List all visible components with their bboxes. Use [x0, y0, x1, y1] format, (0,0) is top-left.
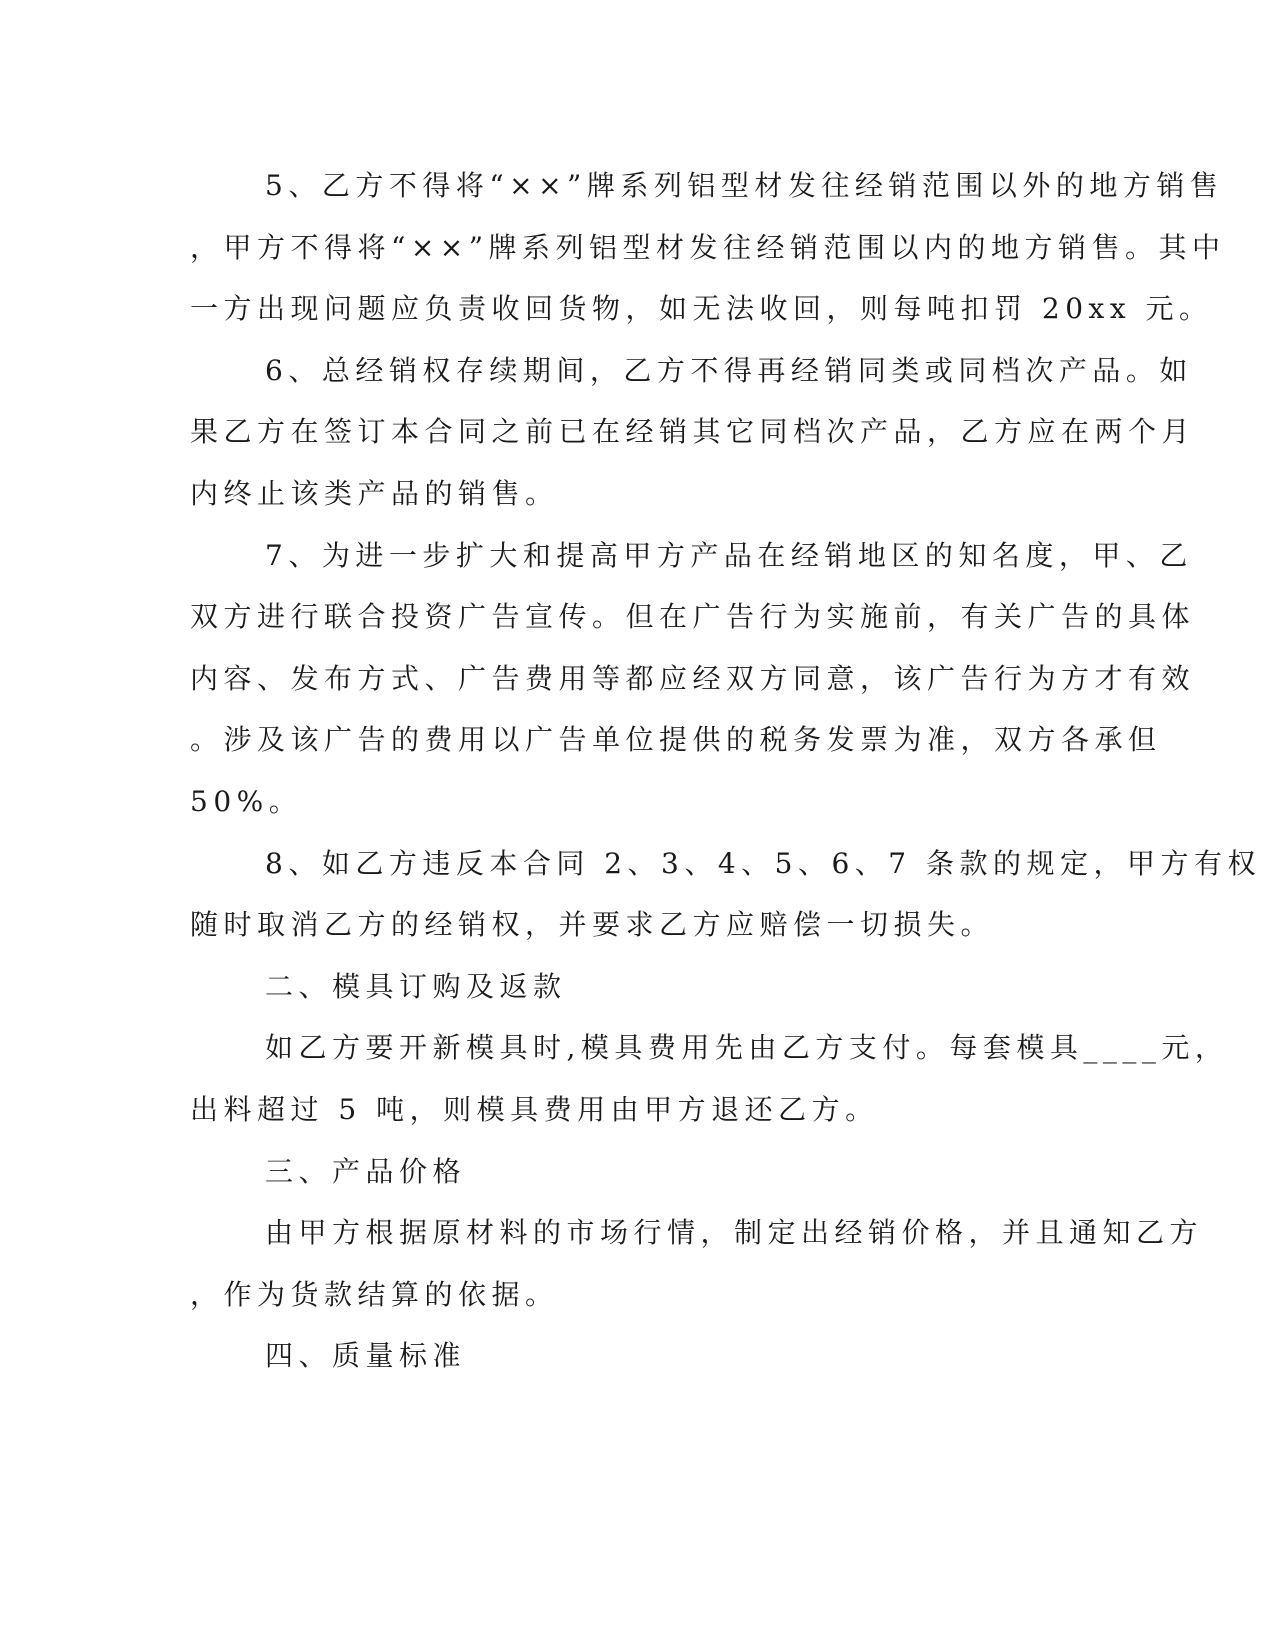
text-line: 如乙方要开新模具时,模具费用先由乙方支付。每套模具____元，	[265, 1031, 1229, 1065]
section-heading: 二、模具订购及返款	[265, 969, 567, 1003]
text-line: 由甲方根据原材料的市场行情，制定出经销价格，并且通知乙方	[265, 1216, 1204, 1250]
text-line: 8、如乙方违反本合同 2、3、4、5、6、7 条款的规定，甲方有权	[265, 846, 1262, 880]
text-line: ，作为货款结算的依据。	[190, 1277, 559, 1311]
text-line: 一方出现问题应负责收回货物，如无法收回，则每吨扣罚 20xx 元。	[190, 292, 1213, 326]
text-line: 5、乙方不得将“××”牌系列铝型材发往经销范围以外的地方销售	[265, 169, 1224, 202]
text-line: 随时取消乙方的经销权，并要求乙方应赔偿一切损失。	[190, 908, 995, 942]
section-heading: 四、质量标准	[265, 1339, 467, 1373]
text-line: 内容、发布方式、广告费用等都应经双方同意，该广告行为方才有效	[190, 661, 1196, 695]
text-line: 6、总经销权存续期间，乙方不得再经销同类或同档次产品。如	[265, 353, 1193, 387]
text-line: 50%。	[190, 784, 303, 818]
section-heading: 三、产品价格	[265, 1154, 467, 1188]
text-line: 7、为进一步扩大和提高甲方产品在经销地区的知名度，甲、乙	[265, 538, 1193, 572]
text-line: 内终止该类产品的销售。	[190, 476, 559, 510]
text-line: 。涉及该广告的费用以广告单位提供的税务发票为准，双方各承但	[190, 723, 1162, 757]
text-line: 果乙方在签订本合同之前已在经销其它同档次产品，乙方应在两个月	[190, 415, 1196, 449]
text-line: ，甲方不得将“××”牌系列铝型材发往经销范围以内的地方销售。其中	[190, 230, 1226, 264]
document-body	[190, 155, 1262, 1387]
text-line: 出料超过 5 吨，则模具费用由甲方退还乙方。	[190, 1092, 879, 1126]
text-line: 双方进行联合投资广告宣传。但在广告行为实施前，有关广告的具体	[190, 600, 1196, 634]
